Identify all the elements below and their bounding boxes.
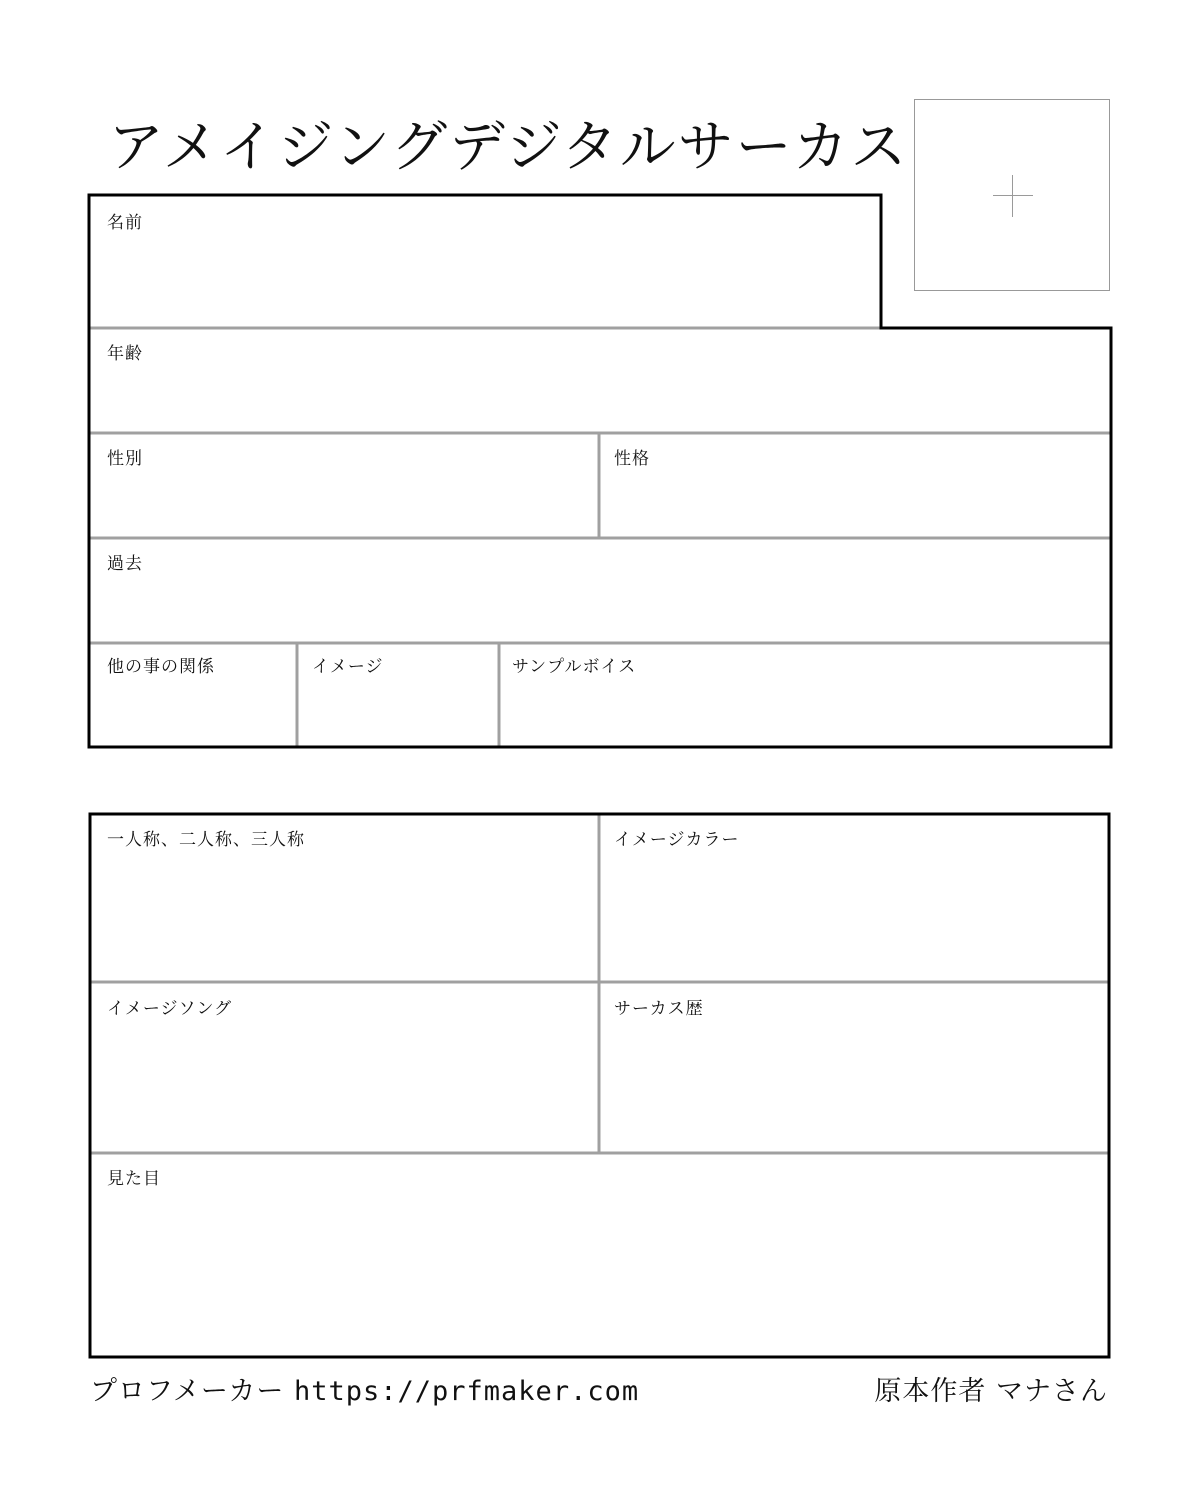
past-label: 過去 bbox=[107, 554, 143, 574]
pronouns-label: 一人称、二人称、三人称 bbox=[107, 830, 305, 850]
image-color-label: イメージカラー bbox=[614, 830, 740, 850]
author-credit: 原本作者 マナさん bbox=[874, 1376, 1108, 1407]
image-song-label: イメージソング bbox=[107, 999, 233, 1019]
section2-dividers bbox=[90, 815, 1108, 1153]
gender-label: 性別 bbox=[107, 449, 143, 469]
personality-label: 性格 bbox=[614, 449, 650, 469]
image-label: イメージ bbox=[312, 657, 384, 677]
page-title: アメイジングデジタルサーカス bbox=[108, 115, 909, 180]
age-label: 年齢 bbox=[107, 344, 143, 364]
maker-label: プロフメーカー bbox=[90, 1376, 285, 1407]
circus-history-label: サーカス歴 bbox=[614, 999, 704, 1019]
section1-dividers bbox=[90, 328, 1110, 747]
maker-url-link[interactable]: https://prfmaker.com bbox=[293, 1376, 640, 1407]
footer-maker bbox=[90, 1374, 639, 1410]
relations-label: 他の事の関係 bbox=[107, 657, 215, 677]
appearance-label: 見た目 bbox=[107, 1169, 161, 1189]
sample-voice-label: サンプルボイス bbox=[512, 657, 637, 677]
name-label: 名前 bbox=[107, 213, 143, 233]
